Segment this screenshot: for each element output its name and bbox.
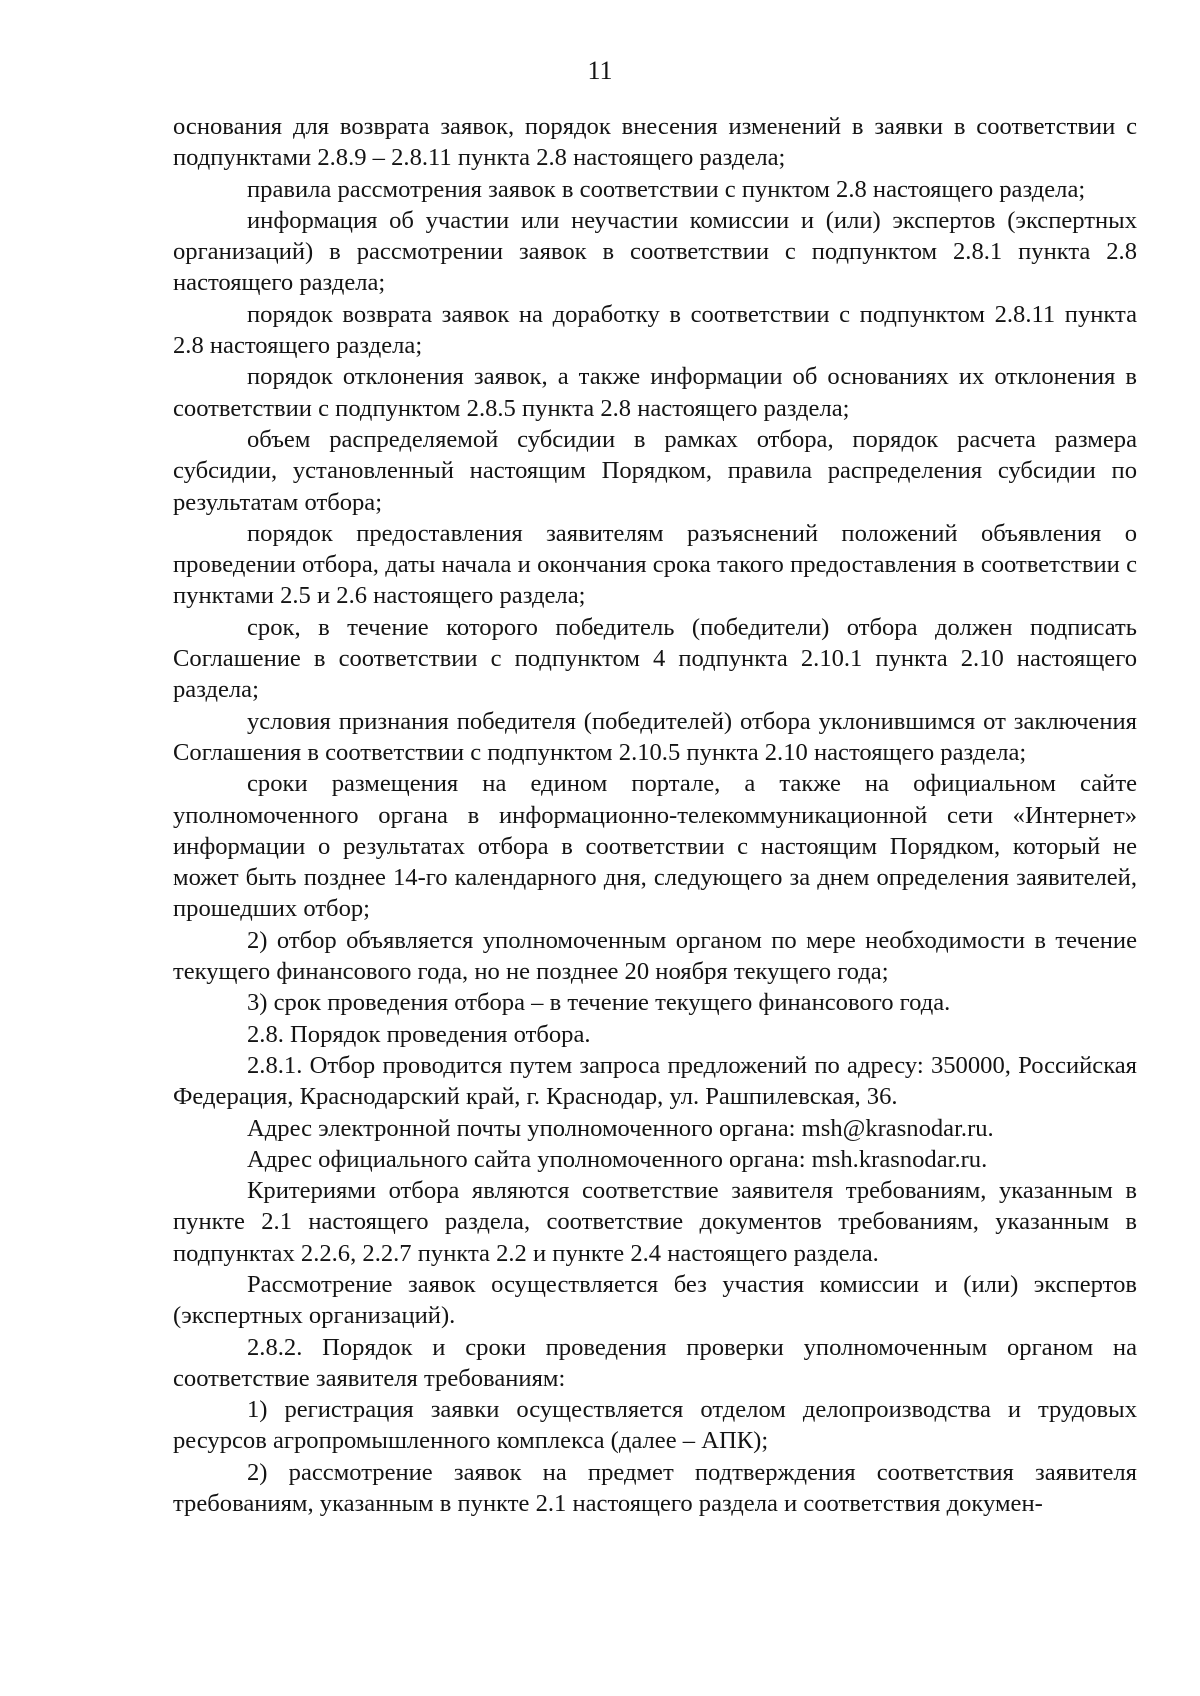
paragraph: 3) срок проведения отбора – в течение текущего финансового года.: [247, 989, 951, 1017]
paragraph: порядок возврата заявок на доработку в соответствии с подпунктом 2.8.11 пункта 2.8 настоящего раздела;: [173, 300, 1137, 360]
paragraph: правила рассмотрения заявок в соответствии с пунктом 2.8 настоящего раздела;: [247, 175, 1086, 203]
paragraph: порядок предоставления заявителям разъяснений положений объявления о проведении отбора, даты начала и окончания срока такого предоставления в соответствии с пунктами 2.5 и 2.6 настоящего раздела;: [173, 519, 1137, 610]
page-number: 11: [587, 56, 613, 85]
paragraph: информация об участии или неучастии комиссии и (или) экспертов (экспертных организаций) в рассмотрении заявок в соответствии с подпунктом 2.8.1 пункта 2.8 настоящего раздела;: [173, 206, 1137, 297]
paragraph: 2) рассмотрение заявок на предмет подтверждения соответствия заявителя требованиям, указанным в пункте 2.1 настоящего раздела и соответствия докумен-: [173, 1458, 1137, 1518]
paragraph: основания для возврата заявок, порядок внесения изменений в заявки в соответствии с подпунктами 2.8.9 – 2.8.11 пункта 2.8 настоящего раздела;: [173, 113, 1137, 172]
paragraph: 2) отбор объявляется уполномоченным органом по мере необходимости в течение текущего финансового года, но не позднее 20 ноября текущего года;: [173, 926, 1137, 986]
paragraph: Адрес электронной почты уполномоченного органа: msh@krasnodar.ru.: [247, 1114, 994, 1142]
paragraph: 2.8.2. Порядок и сроки проведения проверки уполномоченным органом на соответствие заявителя требованиям:: [173, 1333, 1137, 1392]
paragraph: 2.8. Порядок проведения отбора.: [247, 1020, 591, 1048]
paragraph: срок, в течение которого победитель (победители) отбора должен подписать Соглашение в соответствии с подпунктом 4 подпункта 2.10.1 пункта 2.10 настоящего раздела;: [173, 613, 1137, 704]
document-body: [173, 111, 1137, 1519]
paragraph: порядок отклонения заявок, а также информации об основаниях их отклонения в соответствии с подпунктом 2.8.5 пункта 2.8 настоящего раздела;: [173, 363, 1137, 422]
paragraph: Критериями отбора являются соответствие заявителя требованиям, указанным в пункте 2.1 настоящего раздела, соответствие документов требованиям, указанным в подпунктах 2.2.6, 2.2.7 пункта 2.2 и пункте 2.4 настоящего раздела.: [173, 1177, 1137, 1267]
paragraph: сроки размещения на едином портале, а также на официальном сайте уполномоченного органа в информационно-телекоммуникационной сети «Интернет» информации о результатах отбора в соответствии с настоящим Порядком, который не может быть позднее 14-го календарного дня, следующего за днем определения заявителей, прошедших отбор;: [173, 770, 1137, 923]
paragraph: Рассмотрение заявок осуществляется без участия комиссии и (или) экспертов (экспертных организаций).: [173, 1270, 1137, 1330]
paragraph: объем распределяемой субсидии в рамках отбора, порядок расчета размера субсидии, установленный настоящим Порядком, правила распределения субсидии по результатам отбора;: [173, 425, 1137, 516]
paragraph: 2.8.1. Отбор проводится путем запроса предложений по адресу: 350000, Российская Федерация, Краснодарский край, г. Краснодар, ул. Рашпилевская, 36.: [173, 1051, 1137, 1111]
paragraph: Адрес официального сайта уполномоченного органа: msh.krasnodar.ru.: [247, 1145, 988, 1173]
paragraph: условия признания победителя (победителей) отбора уклонившимся от заключения Соглашения в соответствии с подпунктом 2.10.5 пункта 2.10 настоящего раздела;: [173, 707, 1137, 766]
paragraph: 1) регистрация заявки осуществляется отделом делопроизводства и трудовых ресурсов агропромышленного комплекса (далее – АПК);: [173, 1396, 1137, 1455]
